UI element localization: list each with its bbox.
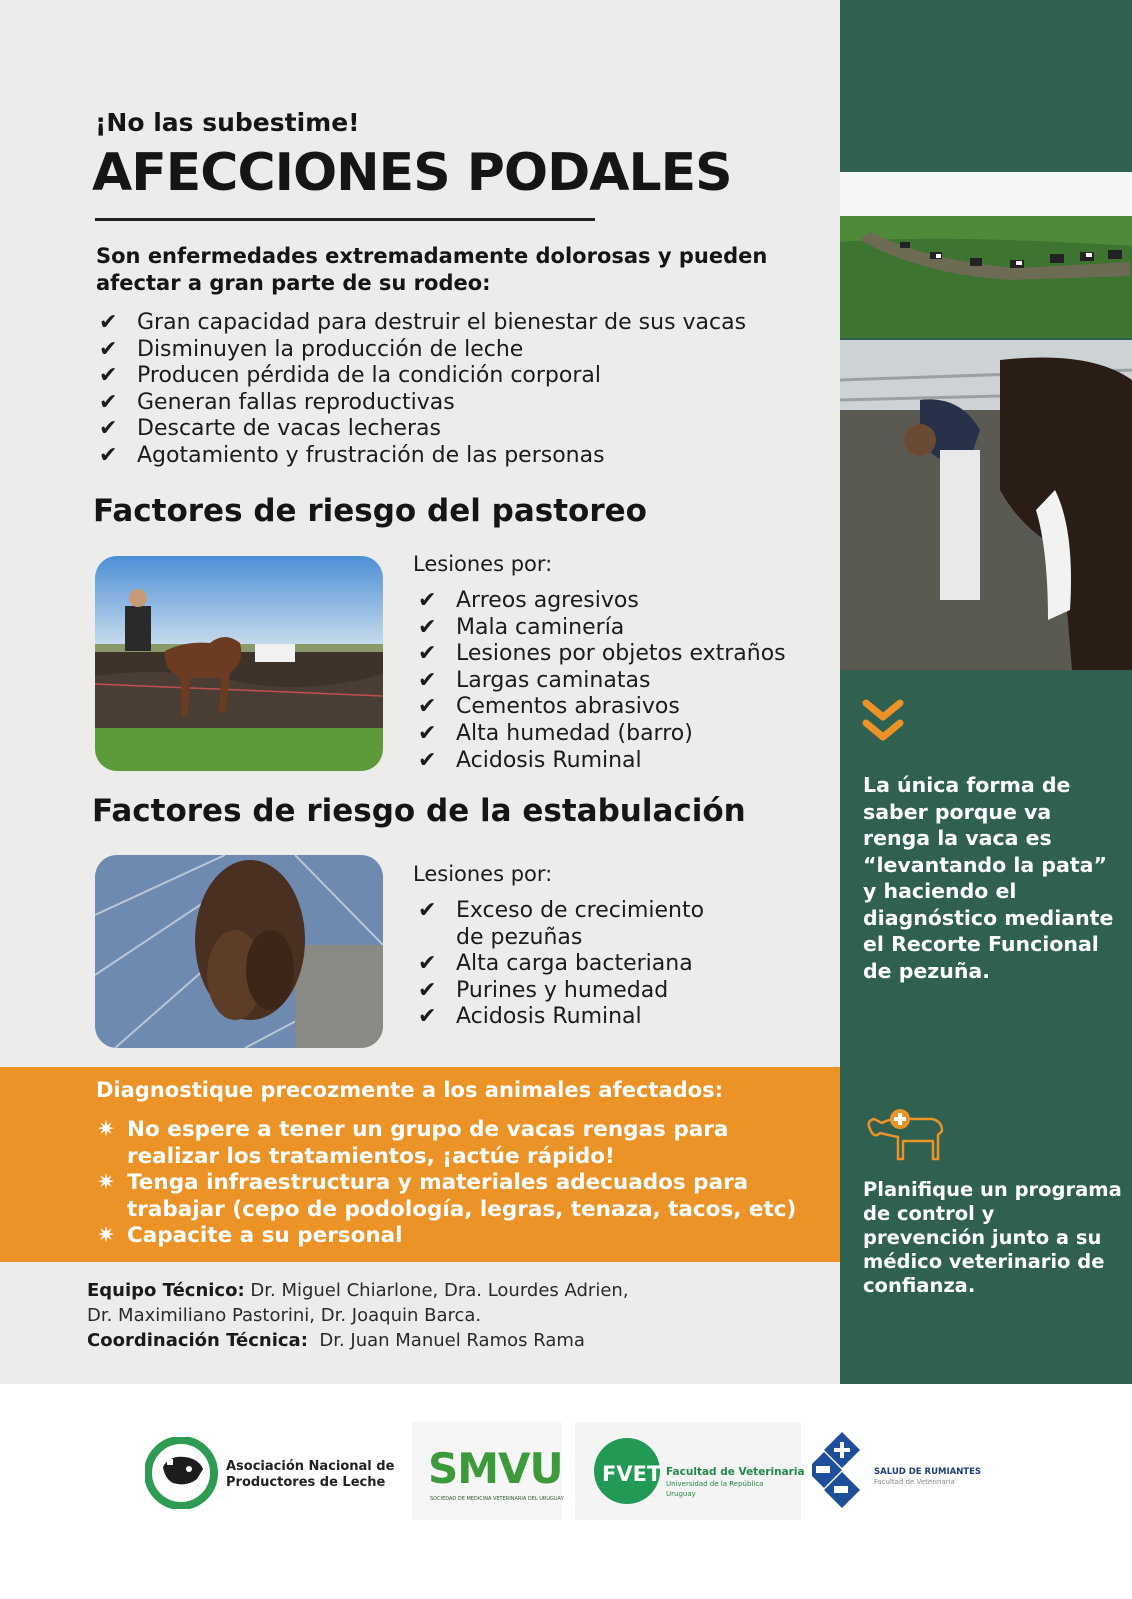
list-item: ✔ Lesiones por objetos extraños bbox=[418, 641, 786, 667]
asterisk-icon: ✷ bbox=[97, 1117, 116, 1142]
list-item: ✔ Purines y humedad bbox=[418, 977, 669, 1003]
horse-rider-photo bbox=[95, 556, 383, 771]
salud-subtitle: Facultad de Veterinaria bbox=[874, 1478, 955, 1486]
check-icon: ✔ bbox=[418, 641, 437, 667]
list-item: ✔ Acidosis Ruminal bbox=[418, 1004, 642, 1030]
salud-title: SALUD DE RUMIANTES bbox=[874, 1467, 982, 1477]
asterisk-icon: ✷ bbox=[97, 1170, 116, 1195]
team-names: Dr. Miguel Chiarlone, Dra. Lourdes Adrien, bbox=[244, 1280, 629, 1301]
check-icon: ✔ bbox=[418, 720, 437, 746]
team-label: Equipo Técnico: bbox=[87, 1280, 245, 1301]
asterisk-icon: ✷ bbox=[97, 1223, 116, 1248]
list-item: ✔ Producen pérdida de la condición corporal bbox=[99, 363, 601, 388]
coord-label: Coordinación Técnica: bbox=[87, 1330, 308, 1351]
check-icon: ✔ bbox=[418, 588, 437, 613]
fvet-country: Uruguay bbox=[666, 1490, 696, 1498]
eyebrow-text: ¡No las subestime! bbox=[95, 108, 360, 137]
check-icon: ✔ bbox=[418, 977, 437, 1003]
check-icon: ✔ bbox=[418, 1004, 437, 1030]
housing-risk-list bbox=[416, 898, 704, 1031]
list-item: ✔ Largas caminatas bbox=[418, 667, 651, 693]
list-item: ✔ Mala caminería bbox=[418, 614, 625, 640]
check-icon: ✔ bbox=[418, 951, 437, 977]
check-icon: ✔ bbox=[418, 747, 437, 773]
list-item: ✔ Disminuyen la producción de leche bbox=[99, 336, 524, 362]
list-item: ✔ Arreos agresivos bbox=[418, 588, 639, 613]
credits bbox=[87, 1278, 629, 1353]
double-chevron-down-icon bbox=[862, 697, 904, 747]
anpl-name: Asociación Nacional de Productores de Leche bbox=[226, 1459, 395, 1490]
intro-text: Son enfermedades extremadamente dolorosas y pueden afectar a gran parte de su rodeo: bbox=[96, 244, 768, 295]
coord-name: Dr. Juan Manuel Ramos Rama bbox=[307, 1330, 585, 1351]
check-icon: ✔ bbox=[99, 336, 118, 362]
grazing-risk-list bbox=[416, 588, 786, 774]
grazing-lesions-label: Lesiones por: bbox=[413, 552, 553, 576]
fvet-wordmark: FVET bbox=[602, 1462, 662, 1486]
housing-risk-title: Factores de riesgo de la estabulación bbox=[92, 793, 746, 829]
hoof-trimming-photo bbox=[840, 340, 1132, 670]
cows-field-photo bbox=[840, 172, 1132, 338]
cow-health-icon bbox=[862, 1107, 946, 1163]
check-icon: ✔ bbox=[418, 614, 437, 640]
list-item: ✔ Alta carga bacteriana bbox=[418, 951, 693, 977]
list-item: ✷ Capacite a su personal bbox=[97, 1223, 403, 1248]
impact-list bbox=[97, 310, 746, 469]
hoof-closeup-photo bbox=[95, 855, 383, 1048]
list-item: ✔ Agotamiento y frustración de las personas bbox=[99, 442, 605, 468]
list-item: ✔ Alta humedad (barro) bbox=[418, 720, 693, 746]
smvu-wordmark: SMVU bbox=[428, 1444, 563, 1493]
fvet-name: Facultad de Veterinaria bbox=[666, 1466, 805, 1478]
sidebar-text-diagnosis: La única forma de saber porque va renga la vaca es “levantando la pata” y haciendo el diagnóstico mediante el Recorte Funcional de pezuña. bbox=[863, 773, 1114, 983]
check-icon: ✔ bbox=[99, 389, 118, 415]
sidebar-text-plan: Planifique un programa de control y prevención junto a su médico veterinario de confianza. bbox=[863, 1178, 1122, 1297]
check-icon: ✔ bbox=[99, 363, 118, 388]
list-item: ✔ Exceso de crecimiento de pezuñas bbox=[418, 898, 705, 950]
diagnose-list bbox=[97, 1117, 817, 1250]
check-icon: ✔ bbox=[99, 442, 118, 468]
check-icon: ✔ bbox=[99, 310, 118, 335]
check-icon: ✔ bbox=[418, 898, 437, 923]
check-icon: ✔ bbox=[418, 667, 437, 693]
page-title: AFECCIONES PODALES bbox=[92, 143, 732, 203]
list-item: ✷ No espere a tener un grupo de vacas rengas para realizar los tratamientos, ¡actúe rápido! bbox=[97, 1117, 729, 1169]
housing-lesions-label: Lesiones por: bbox=[413, 862, 553, 886]
grazing-risk-title: Factores de riesgo del pastoreo bbox=[93, 493, 647, 529]
smvu-subtitle: SOCIEDAD DE MEDICINA VETERINARIA DEL URUGUAY bbox=[430, 1496, 564, 1502]
team-names-cont: Dr. Maximiliano Pastorini, Dr. Joaquin Barca. bbox=[87, 1305, 482, 1326]
fvet-university: Universidad de la República bbox=[666, 1480, 764, 1488]
list-item: ✔ Gran capacidad para destruir el bienestar de sus vacas bbox=[99, 310, 747, 335]
list-item: ✔ Descarte de vacas lecheras bbox=[99, 416, 441, 441]
check-icon: ✔ bbox=[99, 416, 118, 441]
list-item: ✔ Generan fallas reproductivas bbox=[99, 389, 455, 415]
list-item: ✔ Acidosis Ruminal bbox=[418, 747, 642, 773]
list-item: ✔ Cementos abrasivos bbox=[418, 694, 680, 720]
diagnose-title: Diagnostique precozmente a los animales afectados: bbox=[96, 1078, 723, 1102]
title-underline bbox=[95, 218, 595, 221]
check-icon: ✔ bbox=[418, 694, 437, 720]
list-item: ✷ Tenga infraestructura y materiales adecuados para trabajar (cepo de podología, legras, tenaza, tacos, etc) bbox=[97, 1170, 797, 1222]
